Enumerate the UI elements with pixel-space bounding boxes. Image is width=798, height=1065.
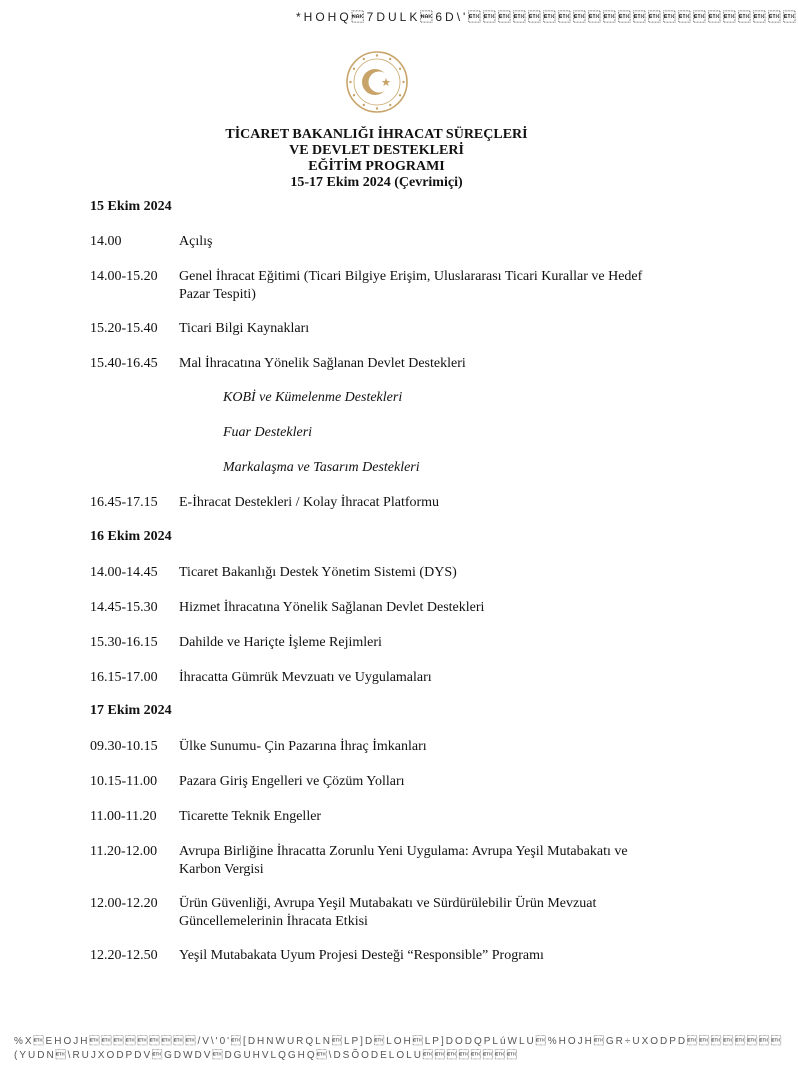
row-time: 16.45-17.15 — [90, 495, 158, 510]
row-topic: Ticaret Bakanlığı Destek Yönetim Sistemi (DYS) — [179, 565, 457, 580]
row-time: 14.00-14.45 — [90, 565, 158, 580]
footer-line-1: %XEHOJH/V\'0'[DHNWURQLNLP]DLOHLP]DODQPLúWLU%HOJHGR÷UXODPD — [14, 1036, 784, 1047]
row-time: 10.15-11.00 — [90, 774, 158, 789]
title-line-3: EĞİTİM PROGRAMI — [308, 159, 445, 174]
document-footer — [14, 1035, 784, 1063]
row-time: 14.45-15.30 — [90, 600, 158, 615]
title-line-1: TİCARET BAKANLIĞI İHRACAT SÜREÇLERİ — [225, 127, 528, 142]
row-topic: Dahilde ve Hariçte İşleme Rejimleri — [179, 635, 382, 650]
row-time: 14.00-15.20 — [90, 269, 158, 284]
sub-item: KOBİ ve Kümelenme Destekleri — [223, 390, 403, 405]
row-time: 12.20-12.50 — [90, 948, 158, 963]
row-time: 15.40-16.45 — [90, 356, 158, 371]
row-topic: Ticarette Teknik Engeller — [179, 809, 322, 824]
row-topic: Yeşil Mutabakata Uyum Projesi Desteği “Responsible” Programı — [179, 948, 544, 963]
row-topic: Avrupa Birliğine İhracatta Zorunlu Yeni Uygulama: Avrupa Yeşil Mutabakatı ve Karbon Vergisi — [179, 844, 628, 877]
row-topic: Ülke Sunumu- Çin Pazarına İhraç İmkanları — [179, 739, 427, 754]
row-topic: İhracatta Gümrük Mevzuatı ve Uygulamaları — [179, 670, 432, 685]
row-topic: Pazara Giriş Engelleri ve Çözüm Yolları — [179, 774, 405, 789]
day-heading: 16 Ekim 2024 — [90, 529, 172, 544]
row-topic: Mal İhracatına Yönelik Sağlanan Devlet Destekleri — [179, 356, 466, 371]
row-time: 14.00 — [90, 234, 122, 249]
row-time: 11.00-11.20 — [90, 809, 157, 824]
row-time: 15.20-15.40 — [90, 321, 158, 336]
footer-line-2: (YUDN\RUJXODPDVGDWDVDGUHVLQGHQ\DSÕODELOLU — [14, 1050, 519, 1061]
title-line-2: VE DEVLET DESTEKLERİ — [289, 143, 464, 158]
row-time: 15.30-16.15 — [90, 635, 158, 650]
row-time: 16.15-17.00 — [90, 670, 158, 685]
row-time: 09.30-10.15 — [90, 739, 158, 754]
day-heading: 17 Ekim 2024 — [90, 703, 172, 718]
day-heading: 15 Ekim 2024 — [90, 199, 172, 214]
row-topic: Açılış — [179, 234, 213, 249]
sub-item: Fuar Destekleri — [223, 425, 313, 440]
row-topic: E-İhracat Destekleri / Kolay İhracat Platformu — [179, 495, 440, 510]
sub-item: Markalaşma ve Tasarım Destekleri — [223, 460, 420, 475]
crescent-star-seal-icon — [345, 50, 409, 114]
program-title — [0, 127, 753, 191]
row-topic: Ticari Bilgi Kaynakları — [179, 321, 310, 336]
document-header-code: *HOHQ7DULK6D\' — [296, 10, 798, 24]
title-date: 15-17 Ekim 2024 (Çevrimiçi) — [290, 175, 463, 190]
row-topic: Genel İhracat Eğitimi (Ticari Bilgiye Erişim, Uluslararası Ticari Kurallar ve Hedef Pazar Tespiti) — [179, 269, 643, 302]
row-time: 12.00-12.20 — [90, 896, 158, 911]
row-topic: Ürün Güvenliği, Avrupa Yeşil Mutabakatı ve Sürdürülebilir Ürün Mevzuat Güncellemelerinin İhracata Etkisi — [179, 896, 597, 929]
row-topic: Hizmet İhracatına Yönelik Sağlanan Devlet Destekleri — [179, 600, 485, 615]
row-time: 11.20-12.00 — [90, 844, 158, 859]
